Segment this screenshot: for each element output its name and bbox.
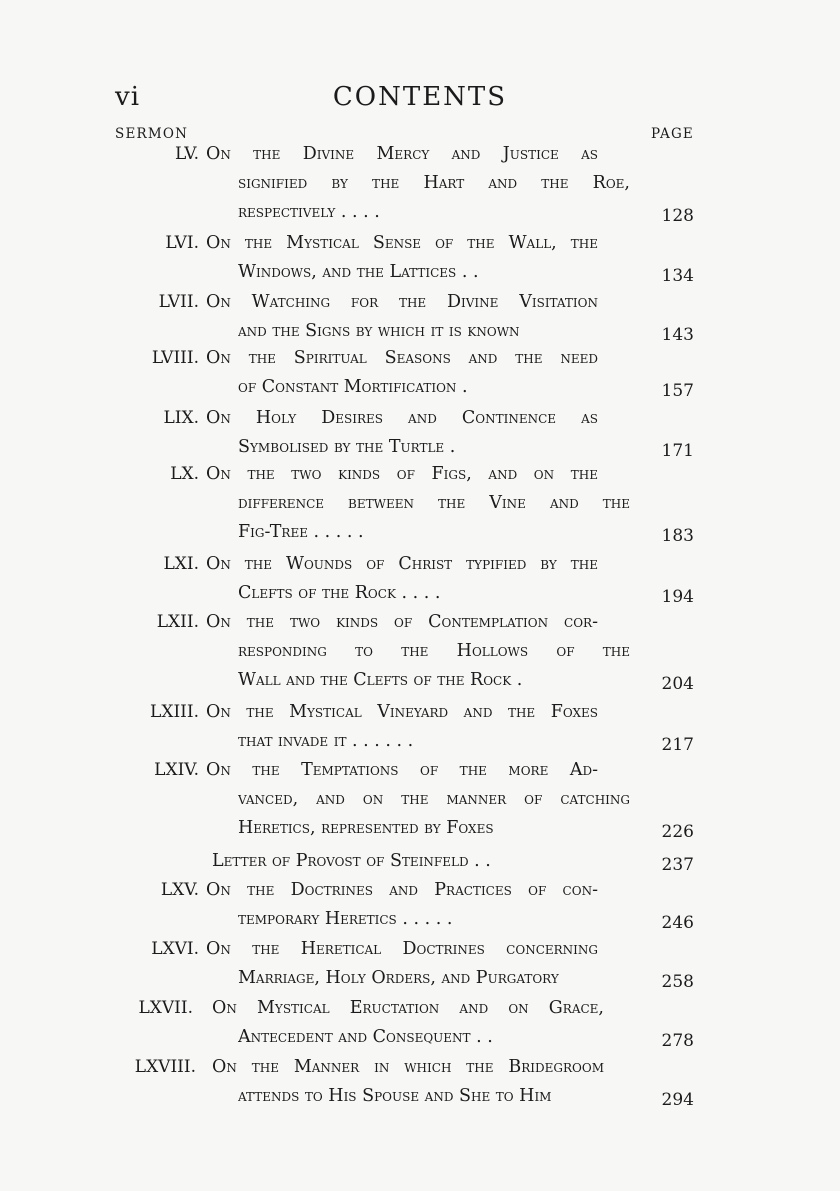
entry-line: [0, 608, 840, 637]
entry-title-text: On the Manner in which the Bridegroom: [212, 1057, 604, 1077]
entry-title-text: that invade it . . . . . .: [238, 731, 414, 751]
page-reference: 226: [661, 822, 694, 842]
entry-title-text: On the Spiritual Seasons and the need: [206, 348, 598, 368]
entry-title-text: On the Wounds of Christ typified by the: [206, 554, 598, 574]
entry-line: [0, 140, 840, 169]
contents-entry: [0, 460, 840, 547]
column-label-sermon: SERMON: [115, 126, 189, 142]
sermon-numeral: LXV.: [160, 880, 199, 900]
page-reference: 278: [661, 1031, 694, 1051]
page-reference: 258: [661, 972, 694, 992]
entry-title-text: responding to the Hollows of the: [238, 641, 630, 661]
entry-line: [0, 317, 840, 346]
entry-title-text: of Constant Mortification .: [238, 377, 468, 397]
page-reference: 237: [661, 855, 694, 875]
entry-line: [0, 935, 840, 964]
entry-line: [0, 1053, 840, 1082]
entry-line: [0, 344, 840, 373]
entry-line: [0, 698, 840, 727]
entry-line: [0, 814, 840, 843]
entry-line: [0, 756, 840, 785]
entry-line: [0, 169, 840, 198]
contents-entry: [0, 288, 840, 346]
entry-title-text: On the Doctrines and Practices of con-: [206, 880, 598, 900]
sermon-numeral: LVII.: [158, 292, 199, 312]
page-reference: 143: [661, 325, 694, 345]
contents-entry: [0, 229, 840, 287]
entry-title-text: Marriage, Holy Orders, and Purgatory: [238, 968, 559, 988]
page-reference: 194: [661, 587, 694, 607]
contents-entry: [0, 994, 840, 1052]
entry-title-text: difference between the Vine and the: [238, 493, 630, 513]
entry-line: [0, 229, 840, 258]
entry-line: [0, 579, 840, 608]
sermon-numeral: LXVI.: [151, 939, 199, 959]
entry-title-text: Symbolised by the Turtle .: [238, 437, 456, 457]
entry-line: [0, 404, 840, 433]
entry-line: [0, 964, 840, 993]
entry-title-text: signified by the Hart and the Roe,: [238, 173, 630, 193]
contents-entry: [0, 847, 840, 876]
entry-line: [0, 198, 840, 227]
entry-title-text: Heretics, represented by Foxes: [238, 818, 494, 838]
entry-title-text: On Watching for the Divine Visitation: [206, 292, 598, 312]
sermon-numeral: LXIII.: [150, 702, 199, 722]
entry-title-text: respectively . . . .: [238, 202, 380, 222]
sermon-numeral: LXII.: [156, 612, 199, 632]
page-reference: 217: [661, 735, 694, 755]
entry-line: [0, 727, 840, 756]
entry-title-text: On Mystical Eructation and on Grace,: [212, 998, 604, 1018]
contents-entry: [0, 876, 840, 934]
entry-title-text: and the Signs by which it is known: [238, 321, 520, 341]
entry-line: [0, 460, 840, 489]
entry-line: [0, 433, 840, 462]
column-label-page: PAGE: [650, 126, 694, 142]
entry-line: [0, 785, 840, 814]
entry-line: [0, 373, 840, 402]
page-reference: 128: [661, 206, 694, 226]
sermon-numeral: LX.: [170, 464, 199, 484]
entry-line: [0, 905, 840, 934]
entry-title-text: On the Mystical Sense of the Wall, the: [206, 233, 598, 253]
page-number: vi: [115, 82, 141, 112]
sermon-numeral: LXVII.: [138, 998, 193, 1018]
contents-entry: [0, 608, 840, 695]
sermon-numeral: LVIII.: [151, 348, 199, 368]
contents-entry: [0, 756, 840, 843]
sermon-numeral: LXI.: [163, 554, 199, 574]
sermon-numeral: LV.: [175, 144, 199, 164]
entry-title-text: vanced, and on the manner of catching: [238, 789, 630, 809]
entry-line: [0, 637, 840, 666]
running-head: CONTENTS: [332, 82, 508, 112]
entry-line: [0, 666, 840, 695]
page-reference: 134: [661, 266, 694, 286]
entry-title-text: attends to His Spouse and She to Him: [238, 1086, 552, 1106]
contents-entry: [0, 698, 840, 756]
entry-title-text: Wall and the Clefts of the Rock .: [238, 670, 523, 690]
entry-title-text: On Holy Desires and Continence as: [206, 408, 598, 428]
entry-line: [0, 994, 840, 1023]
entry-title-text: Fig-Tree . . . . .: [238, 522, 364, 542]
entry-title-text: On the Divine Mercy and Justice as: [206, 144, 598, 164]
entry-line: [0, 518, 840, 547]
page-reference: 183: [661, 526, 694, 546]
contents-entry: [0, 935, 840, 993]
contents-entry: [0, 140, 840, 227]
sermon-numeral: LIX.: [163, 408, 199, 428]
page-reference: 294: [661, 1090, 694, 1110]
contents-entry: [0, 1053, 840, 1111]
entry-line: [0, 1023, 840, 1052]
entry-title-text: temporary Heretics . . . . .: [238, 909, 453, 929]
page-reference: 204: [661, 674, 694, 694]
page-reference: 171: [661, 441, 694, 461]
entry-line: [0, 489, 840, 518]
entry-title-text: On the two kinds of Figs, and on the: [206, 464, 598, 484]
sermon-numeral: LVI.: [165, 233, 199, 253]
page-reference: 157: [661, 381, 694, 401]
entry-line: [0, 1082, 840, 1111]
contents-entry: [0, 404, 840, 462]
entry-title-text: On the Mystical Vineyard and the Foxes: [206, 702, 598, 722]
entry-line: [0, 288, 840, 317]
entry-title-text: On the two kinds of Contemplation cor-: [206, 612, 598, 632]
entry-title-text: Antecedent and Consequent . .: [238, 1027, 493, 1047]
entry-title-text: Letter of Provost of Steinfeld . .: [212, 851, 491, 871]
contents-entry: [0, 550, 840, 608]
entry-title-text: Clefts of the Rock . . . .: [238, 583, 441, 603]
sermon-numeral: LXIV.: [154, 760, 199, 780]
entry-line: [0, 847, 840, 876]
entry-line: [0, 258, 840, 287]
entry-title-text: Windows, and the Lattices . .: [238, 262, 479, 282]
entry-line: [0, 876, 840, 905]
contents-entry: [0, 344, 840, 402]
entry-title-text: On the Heretical Doctrines concerning: [206, 939, 598, 959]
entry-line: [0, 550, 840, 579]
page-reference: 246: [661, 913, 694, 933]
sermon-numeral: LXVIII.: [134, 1057, 196, 1077]
entry-title-text: On the Temptations of the more Ad-: [206, 760, 598, 780]
